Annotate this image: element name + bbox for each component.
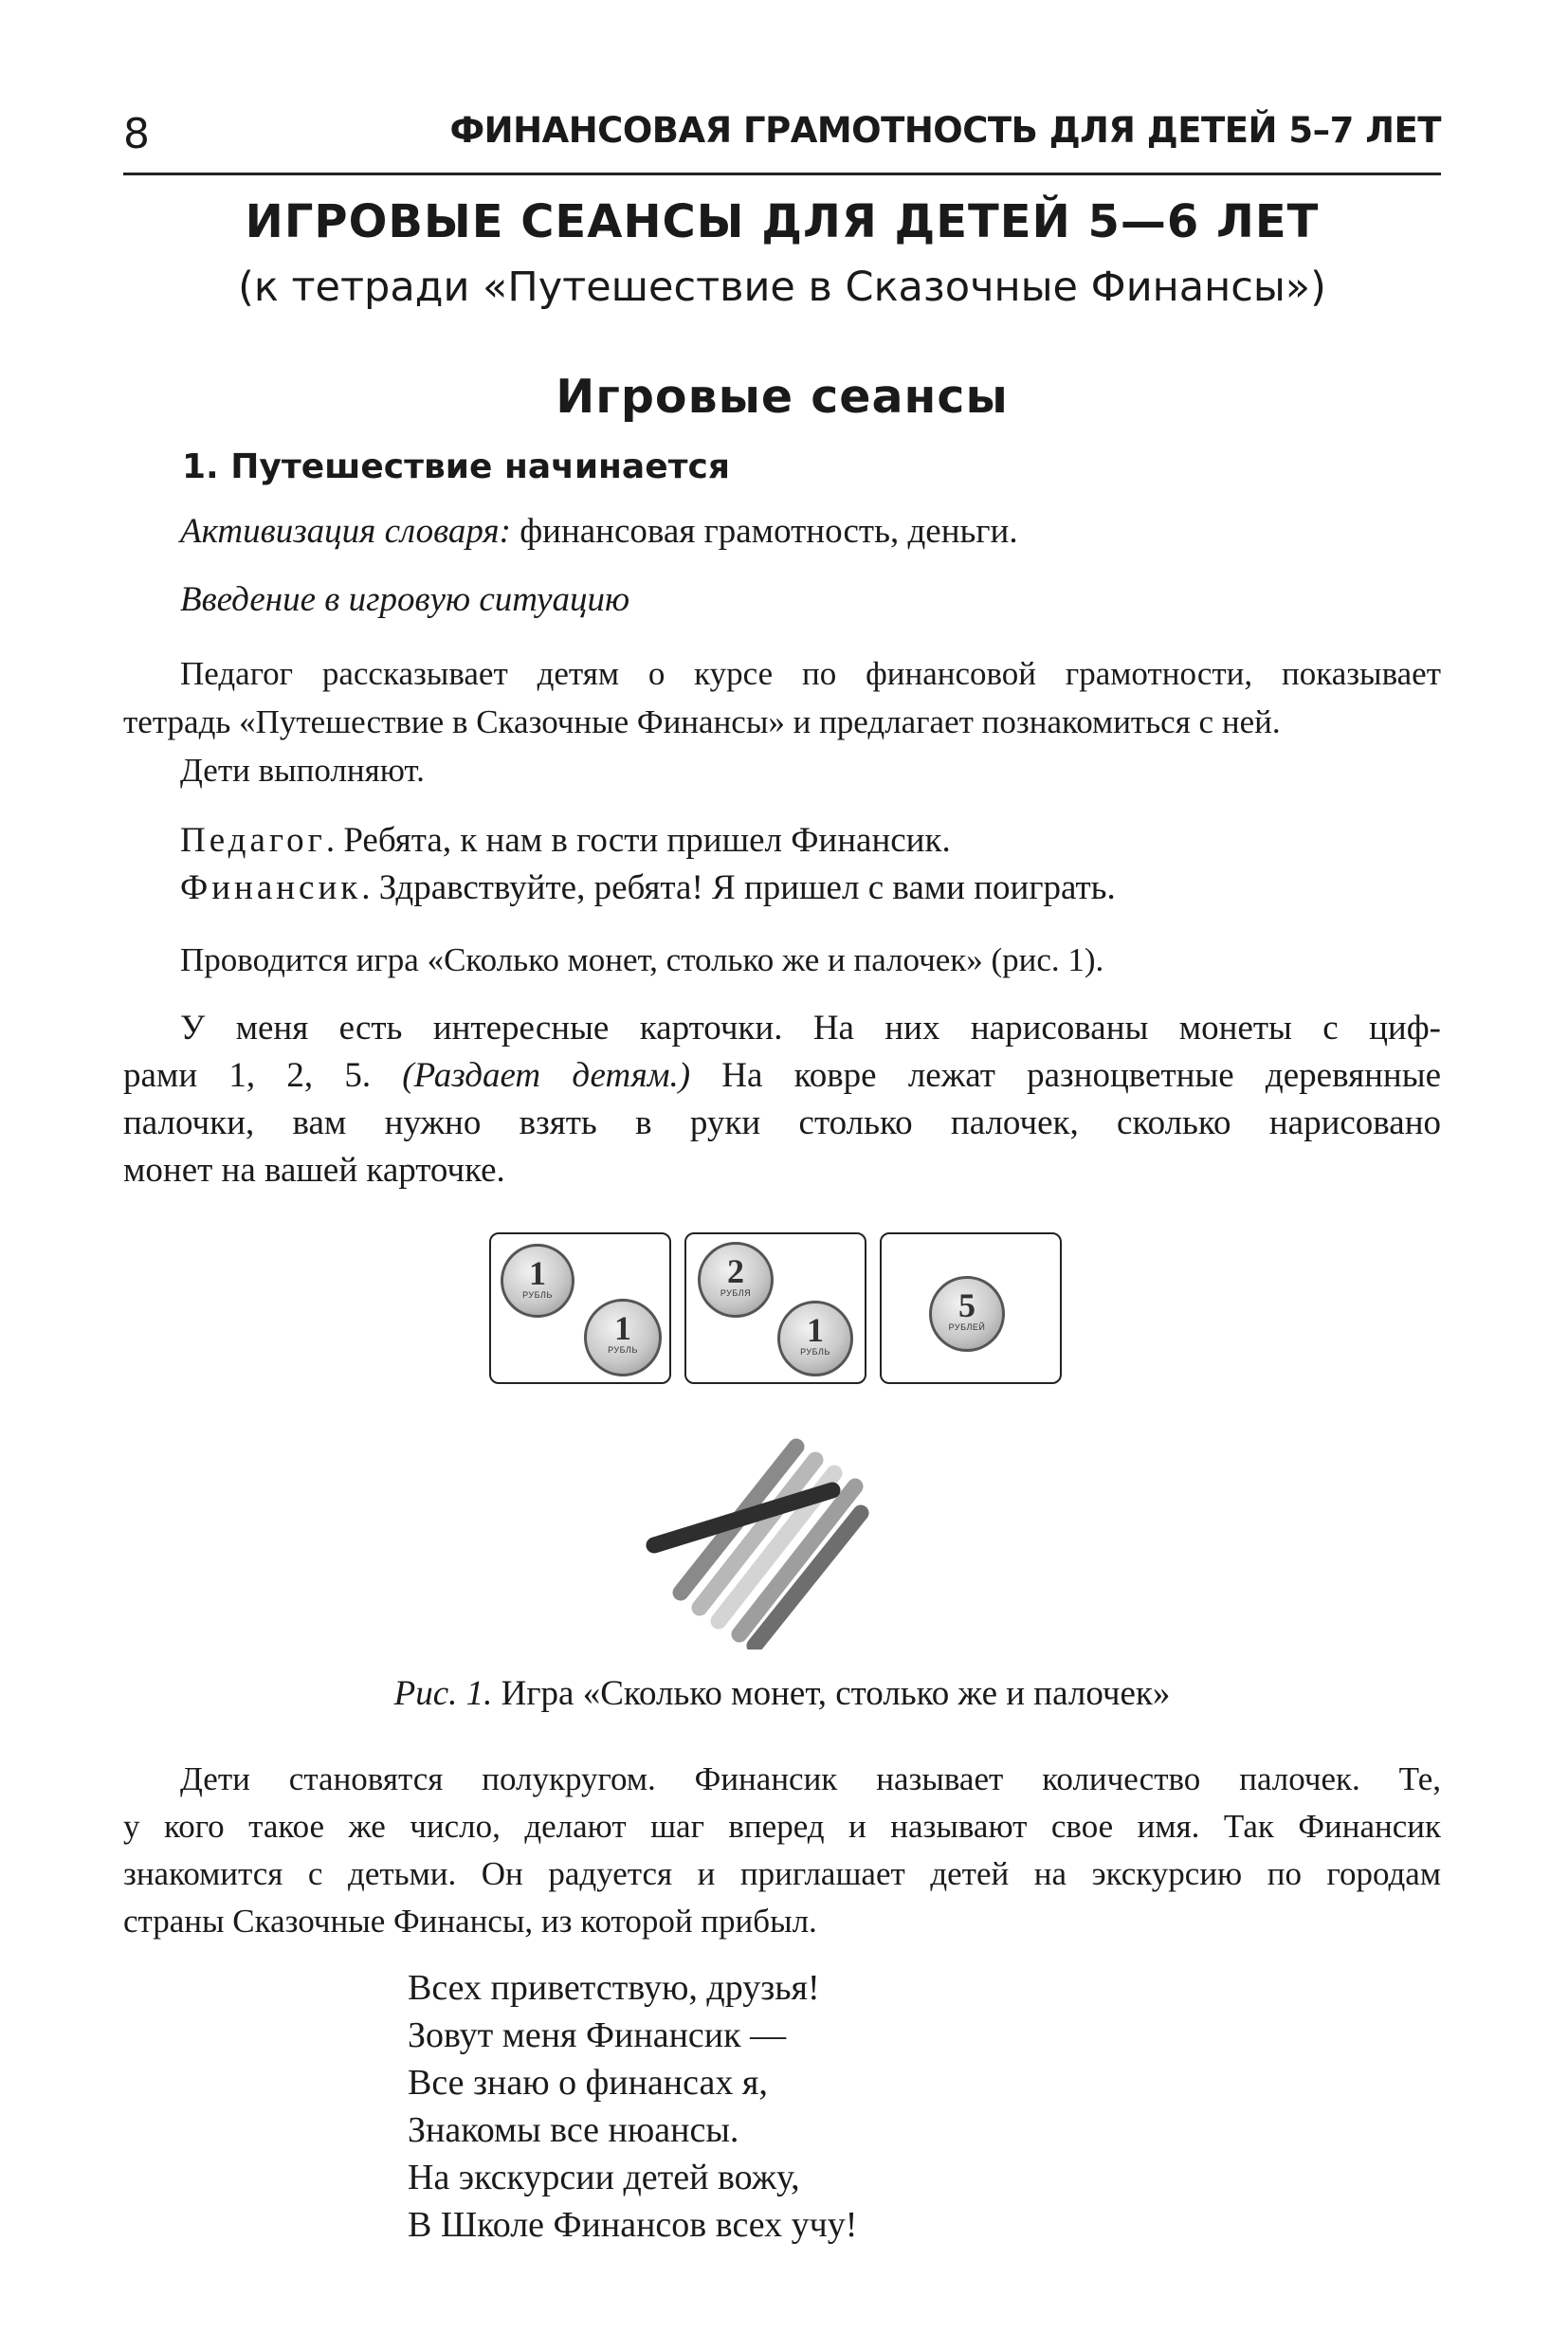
coin-value: 2	[727, 1252, 744, 1290]
poem-line: В Школе Финансов всех учу!	[408, 2205, 858, 2245]
coin-icon	[929, 1276, 1005, 1352]
coin-cards-figure	[489, 1232, 1064, 1386]
speech-line1: У меня есть интересные карточки. На них нарисованы монеты с циф-	[180, 1009, 1441, 1048]
vocab-line	[180, 508, 1441, 556]
coin-value: 1	[529, 1254, 546, 1292]
coin-card-1	[489, 1232, 671, 1384]
coin-icon	[777, 1301, 853, 1376]
sticks-illustration	[645, 1431, 891, 1649]
poem-line: Все знаю о финансах я,	[408, 2063, 768, 2103]
intro-heading: Введение в игровую ситуацию	[180, 580, 630, 619]
paragraph3-line1: Дети становятся полукругом. Финансик называет количество палочек. Те,	[180, 1760, 1441, 1797]
coin-value: 1	[614, 1309, 631, 1347]
poem-line: На экскурсии детей вожу,	[408, 2158, 800, 2197]
dialogue-text-2: . Здравствуйте, ребята! Я пришел с вами поиграть.	[361, 868, 1116, 907]
speaker-teacher: Педагог	[180, 821, 326, 860]
game-intro: Проводится игра «Сколько монет, столько же и палочек» (рис. 1).	[180, 941, 1104, 978]
dialogue-line-2	[180, 865, 1441, 912]
paragraph3-line2: у кого такое же число, делают шаг вперед и называют свое имя. Так Финансик	[123, 1808, 1441, 1845]
vocab-label: Активизация словаря:	[180, 512, 511, 551]
paragraph1-line2: тетрадь «Путешествие в Сказочные Финансы» и предлагает познакомиться с ней.	[123, 703, 1281, 740]
section-title: Игровые сеансы	[556, 370, 1009, 424]
vocab-text: финансовая грамотность, деньги.	[510, 512, 1018, 551]
subsection-title: 1. Путешествие начинается	[182, 447, 730, 486]
poem-line: Зовут меня Финансик —	[408, 2015, 787, 2055]
speaker-finansik: Финансик	[180, 868, 362, 907]
coin-label: РУБЛЬ	[608, 1345, 638, 1355]
paragraph3-line4: страны Сказочные Финансы, из которой прибыл.	[123, 1903, 817, 1940]
dialogue-text-1: . Ребята, к нам в гости пришел Финансик.	[325, 821, 951, 860]
speech-line2-b: На ковре лежат разноцветные деревянные	[690, 1056, 1441, 1095]
coin-card-2	[684, 1232, 866, 1384]
chapter-title: ИГРОВЫЕ СЕАНСЫ ДЛЯ ДЕТЕЙ 5—6 ЛЕТ	[245, 195, 1320, 248]
caption-label: Рис. 1.	[393, 1674, 493, 1713]
coin-value: 1	[807, 1311, 824, 1349]
running-title: ФИНАНСОВАЯ ГРАМОТНОСТЬ ДЛЯ ДЕТЕЙ 5–7 ЛЕТ	[449, 110, 1441, 151]
speech-line2	[123, 1052, 1441, 1100]
coin-icon	[501, 1244, 574, 1318]
coin-label: РУБЛЯ	[720, 1288, 752, 1298]
coin-label: РУБЛЬ	[522, 1290, 553, 1300]
paragraph2: Дети выполняют.	[180, 752, 425, 789]
speech-stage-direction: (Раздает детям.)	[402, 1056, 691, 1095]
coin-card-3	[880, 1232, 1062, 1384]
coin-value: 5	[958, 1286, 975, 1324]
poem-line: Знакомы все нюансы.	[408, 2110, 739, 2150]
speech-line2-a: рами 1, 2, 5.	[123, 1056, 403, 1095]
chapter-subtitle: (к тетради «Путешествие в Сказочные Финансы»)	[238, 264, 1326, 311]
stick	[755, 1513, 861, 1646]
paragraph1-line1: Педагог рассказывает детям о курсе по финансовой грамотности, показывает	[180, 655, 1441, 692]
poem	[408, 1964, 857, 2249]
coin-label: РУБЛЕЙ	[948, 1322, 986, 1332]
coin-icon	[698, 1242, 774, 1318]
page-header	[123, 106, 1441, 175]
coin-label: РУБЛЬ	[800, 1347, 830, 1357]
figure-caption	[123, 1673, 1441, 1714]
poem-line: Всех приветствую, друзья!	[408, 1968, 820, 2008]
caption-text: Игра «Сколько монет, столько же и палочек»	[492, 1674, 1171, 1713]
dialogue-line-1	[180, 817, 1441, 865]
speech-line3: палочки, вам нужно взять в руки столько палочек, сколько нарисовано	[123, 1103, 1441, 1142]
paragraph3-line3: знакомится с детьми. Он радуется и приглашает детей на экскурсию по городам	[123, 1855, 1441, 1892]
speech-line4: монет на вашей карточке.	[123, 1151, 505, 1190]
page-number: 8	[123, 110, 150, 158]
coin-icon	[584, 1299, 662, 1376]
